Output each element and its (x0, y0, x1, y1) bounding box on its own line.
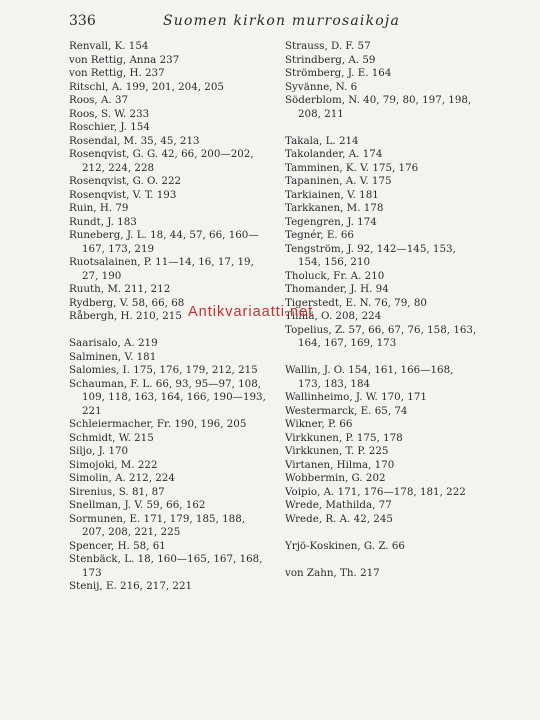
index-entry: Salomies, I. 175, 176, 179, 212, 215 (69, 364, 258, 376)
index-entry: Schmidt, W. 215 (69, 431, 154, 444)
index-entry: Stenij, E. 216, 217, 221 (69, 580, 193, 592)
index-entry: Tholuck, Fr. A. 210 (285, 269, 385, 282)
index-entry: Rosenqvist, G. G. 42, 66, 200—202, 212, 224, 228 (69, 148, 254, 174)
section-gap (69, 324, 279, 338)
index-entry: von Rettig, H. 237 (69, 67, 165, 79)
index-entry: Rosenqvist, V. T. 193 (69, 188, 177, 201)
index-entry: Topelius, Z. 57, 66, 67, 76, 158, 163, 164, 167, 169, 173 (285, 323, 477, 349)
index-entry: Spencer, H. 58, 61 (69, 539, 166, 552)
index-entry: Söderblom, N. 40, 79, 80, 197, 198, 208, 211 (285, 94, 472, 120)
index-entry: Sormunen, E. 171, 179, 185, 188, 207, 208, 221, 225 (69, 512, 246, 538)
index-entry: Rydberg, V. 58, 66, 68 (69, 296, 185, 309)
section-gap (285, 553, 485, 567)
index-entry: Simojoki, M. 222 (69, 458, 158, 471)
index-entry: Schleiermacher, Fr. 190, 196, 205 (69, 418, 247, 430)
page-number: 336 (69, 13, 96, 29)
index-entry: Voipio, A. 171, 176—178, 181, 222 (285, 485, 466, 498)
index-entry: Rosendal, M. 35, 45, 213 (69, 134, 200, 147)
index-entry: von Rettig, Anna 237 (69, 53, 180, 66)
index-entry: Ruin, H. 79 (69, 202, 129, 214)
index-entry: Thomander, J. H. 94 (285, 283, 389, 295)
index-entry: Takala, L. 214 (285, 134, 359, 147)
index-entry: Renvall, K. 154 (69, 40, 149, 52)
watermark: Antikvariaatti.net (188, 304, 314, 320)
index-entry: Tamminen, K. V. 175, 176 (285, 161, 419, 174)
index-entry: Wobbermin, G. 202 (285, 472, 386, 484)
index-entry: Tapaninen, A. V. 175 (285, 175, 392, 187)
running-title: Suomen kirkon murrosaikoja (163, 13, 401, 29)
index-entry: Wikner, P. 66 (285, 418, 353, 430)
index-entry: Ruuth, M. 211, 212 (69, 283, 171, 295)
index-entry: Salminen, V. 181 (69, 350, 157, 363)
section-gap (285, 351, 485, 365)
index-entry: Runeberg, J. L. 18, 44, 57, 66, 160— 167, 173, 219 (69, 229, 259, 255)
index-entry: Stenbäck, L. 18, 160—165, 167, 168, 173 (69, 553, 263, 579)
index-column-right (285, 40, 485, 580)
index-entry: Strömberg, J. E. 164 (285, 67, 392, 79)
section-gap (285, 526, 485, 540)
index-entry: Råbergh, H. 210, 215 (69, 310, 182, 322)
index-entry: Ritschl, A. 199, 201, 204, 205 (69, 80, 224, 93)
page-header (69, 13, 469, 33)
index-entry: Yrjö-Koskinen, G. Z. 66 (285, 539, 405, 552)
index-entry: Siljo, J. 170 (69, 445, 129, 457)
index-entry: Wrede, Mathilda, 77 (285, 499, 392, 511)
index-entry: Westermarck, E. 65, 74 (285, 404, 408, 417)
index-entry: Wallinheimo, J. W. 170, 171 (285, 391, 427, 403)
index-entry: Strauss, D. F. 57 (285, 40, 371, 52)
index-entry: Tiililä, O. 208, 224 (285, 310, 382, 322)
index-entry: Schauman, F. L. 66, 93, 95—97, 108, 109, 118, 163, 164, 166, 190—193, 221 (69, 377, 266, 417)
index-entry: Saarisalo, A. 219 (69, 337, 158, 349)
index-entry: Takolander, A. 174 (285, 148, 383, 160)
index-entry: Sirenius, S. 81, 87 (69, 485, 165, 498)
index-entry: Wallin, J. O. 154, 161, 166—168, 173, 183, 184 (285, 364, 454, 390)
index-entry: Virkkunen, T. P. 225 (285, 445, 389, 457)
index-entry: Tegengren, J. 174 (285, 215, 377, 228)
index-entry: Roos, A. 37 (69, 94, 129, 106)
index-entry: Tigerstedt, E. N. 76, 79, 80 (285, 296, 427, 309)
index-entry: Simolin, A. 212, 224 (69, 472, 175, 484)
index-entry: Strindberg, A. 59 (285, 53, 376, 66)
index-entry: Virtanen, Hilma, 170 (285, 458, 395, 471)
index-entry: von Zahn, Th. 217 (285, 566, 380, 579)
index-entry: Tarkiainen, V. 181 (285, 188, 379, 201)
index-entry: Syvänne, N. 6 (285, 80, 358, 93)
index-entry: Virkkunen, P. 175, 178 (285, 431, 403, 444)
index-entry: Rosenqvist, G. O. 222 (69, 175, 182, 187)
index-entry: Tengström, J. 92, 142—145, 153, 154, 156, 210 (285, 242, 456, 268)
section-gap (285, 121, 485, 135)
index-entry: Roos, S. W. 233 (69, 107, 150, 120)
index-entry: Snellman, J. V. 59, 66, 162 (69, 499, 206, 511)
index-entry: Roschier, J. 154 (69, 121, 150, 133)
index-entry: Tegnér, E. 66 (285, 229, 354, 241)
index-entry: Rundt, J. 183 (69, 215, 137, 228)
index-entry: Ruotsalainen, P. 11—14, 16, 17, 19, 27, 190 (69, 256, 254, 282)
index-entry: Wrede, R. A. 42, 245 (285, 512, 393, 525)
index-entry: Tarkkanen, M. 178 (285, 202, 384, 214)
